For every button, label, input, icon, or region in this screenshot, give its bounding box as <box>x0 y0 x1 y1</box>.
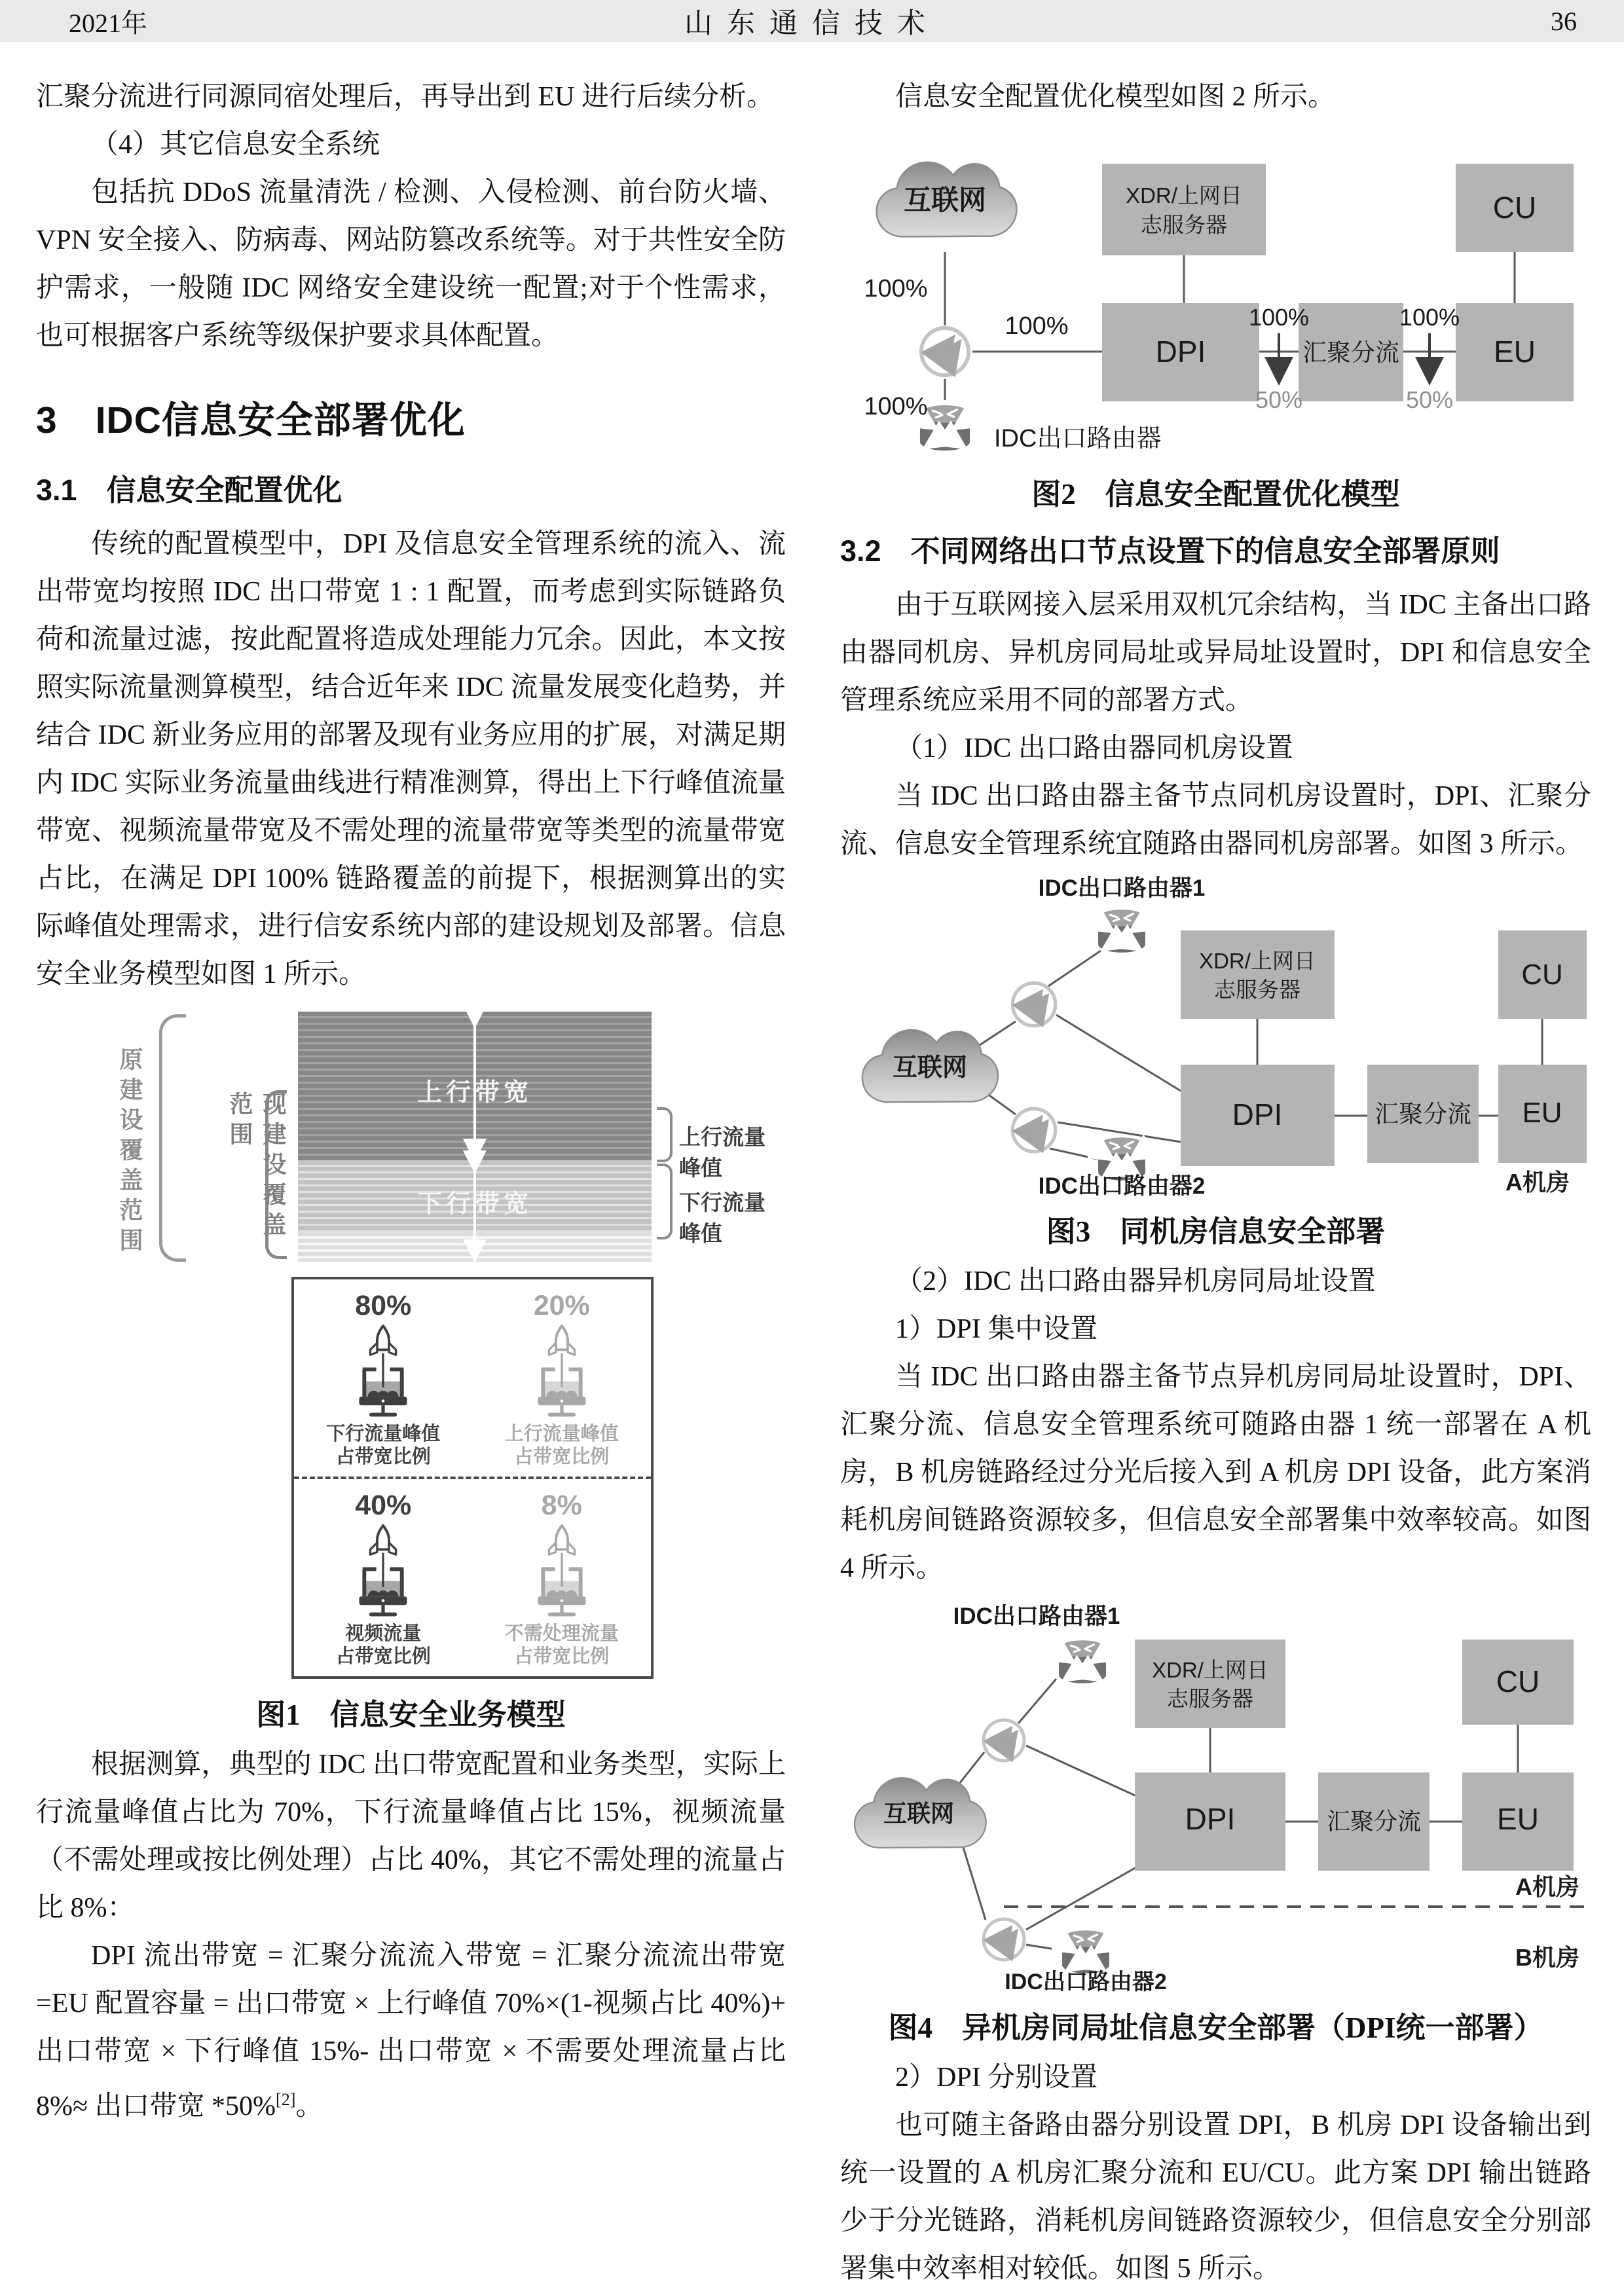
router2-label: IDC出口路由器2 <box>1005 1970 1167 1992</box>
router2-label: IDC出口路由器2 <box>1038 1173 1206 1196</box>
paragraph: 信息安全配置优化模型如图 2 所示。 <box>895 82 1336 112</box>
internet-label: 互联网 <box>892 1054 968 1082</box>
header-year: 2021年 <box>69 8 147 38</box>
splitter-icon <box>1012 983 1055 1025</box>
fig1-quadrant-no-process <box>473 1479 652 1676</box>
page-header <box>0 0 1624 42</box>
eu-label: EU <box>1522 1097 1562 1129</box>
fig1-bandwidth-bars <box>298 1012 652 1262</box>
paragraph: 也可随主备路由器分别设置 DPI，B 机房 DPI 设备输出到统一设置的 A 机房汇聚分流和 EU/CU。此方案 DPI 输出链路少于分光链路，消耗机房间链路资源较少，但信息安全分别部署集中效率相对较低。如图 5 所示。 <box>840 2110 1591 2284</box>
splitter-icon <box>921 328 969 375</box>
cu-label: CU <box>1496 1664 1540 1698</box>
quadrant-label-line1: 上行流量峰值 <box>504 1423 619 1444</box>
fig1-outer-coverage-label: 原建设覆盖范围 <box>117 1047 143 1258</box>
pct100-label: 100% <box>1248 304 1310 331</box>
xdr-label-line2: 志服务器 <box>1141 213 1227 237</box>
internet-label: 互联网 <box>903 185 987 215</box>
journal-title: 山东通信技术 <box>684 8 940 39</box>
splitter-icon <box>984 1919 1024 1960</box>
figure-1-bandwidth-model <box>36 1008 783 1266</box>
percent-value: 8% <box>541 1490 582 1521</box>
xdr-label-line2: 志服务器 <box>1214 978 1301 1002</box>
column-right <box>840 42 1591 2293</box>
paragraph: 传统的配置模型中，DPI 及信息安全管理系统的流入、流出带宽均按照 IDC 出口带宽 1 : 1 配置，而考虑到实际链路负荷和流量过滤，按此配置将造成处理能力冗余。因此，本文按照实际流量测算模型，结合近年来 IDC 流量发展变化趋势，并结合 IDC 新业务应用的部署及现有业务应用的扩展，对满足期内 IDC 实际业务流量曲线进行精准测算，得出上下行峰值流量带宽、视频流量带宽及不需处理的流量带宽等类型的流量带宽占比，在满足 DPI 100% 链路覆盖的前提下，根据测算出的实际峰值处理需求，进行信安系统内部的建设规划及部署。信息安全业务模型如图 1 所示。 <box>36 529 786 989</box>
room-a-label: A机房 <box>1505 1169 1570 1196</box>
paragraph: 1）DPI 集中设置 <box>895 1314 1098 1344</box>
eu-label: EU <box>1497 1802 1539 1836</box>
quadrant-label-line2: 占带宽比例 <box>335 1446 431 1467</box>
fig1-uplink-band-label: 上行带宽 <box>416 1079 532 1107</box>
fig1-downlink-band-label: 下行带宽 <box>416 1190 532 1218</box>
figure-4-caption: 图4 异机房同局址信息安全部署（DPI统一部署） <box>888 2011 1543 2044</box>
formula-paragraph <box>36 1932 786 2131</box>
splitter-icon <box>1012 1109 1055 1151</box>
column-left <box>36 42 786 2131</box>
fig1-inner-bracket <box>265 1090 287 1259</box>
router-icon <box>1098 909 1145 953</box>
percent-value: 80% <box>355 1290 412 1321</box>
dpi-label: DPI <box>1232 1097 1283 1131</box>
cu-label: CU <box>1521 959 1563 991</box>
splitter-icon <box>984 1720 1024 1761</box>
quadrant-label <box>505 1423 619 1469</box>
figure-3-caption: 图3 同机房信息安全部署 <box>1046 1215 1386 1248</box>
quadrant-label-line2: 占带宽比例 <box>514 1446 610 1467</box>
quadrant-label <box>336 1623 431 1668</box>
xdr-label-line1: XDR/上网日 <box>1152 1658 1268 1682</box>
fig1-uplink-peak-label: 上行流量峰值 <box>679 1125 766 1180</box>
rocket-laptop-icon <box>516 1523 608 1621</box>
quadrant-label-line1: 视频流量 <box>345 1623 422 1644</box>
rocket-laptop-icon <box>337 1523 429 1621</box>
figure-2-caption: 图2 信息安全配置优化模型 <box>1031 478 1400 511</box>
router-label: IDC出口路由器 <box>994 425 1162 452</box>
figure-3-same-room-deployment <box>840 875 1587 1196</box>
dpi-label: DPI <box>1155 335 1206 369</box>
converge-label: 汇聚分流 <box>1375 1101 1471 1128</box>
quadrant-label <box>505 1623 619 1668</box>
router-icon <box>1059 1640 1106 1683</box>
rocket-laptop-icon <box>337 1323 429 1422</box>
router1-label: IDC出口路由器1 <box>1038 875 1206 901</box>
quadrant-label <box>326 1423 440 1469</box>
converge-label: 汇聚分流 <box>1326 1808 1422 1835</box>
fig1-quadrant-downlink-peak <box>294 1279 473 1477</box>
paragraph: 汇聚分流进行同源同宿处理后，再导出到 EU 进行后续分析。 <box>36 82 774 112</box>
router-icon <box>1062 1930 1109 1973</box>
quadrant-label-line2: 占带宽比例 <box>335 1646 431 1667</box>
fig1-inner-coverage-label: 现建设覆盖范围 <box>227 1091 287 1242</box>
reference-superscript: [2] <box>276 2090 296 2109</box>
room-b-label: B机房 <box>1515 1944 1579 1971</box>
percent-value: 40% <box>355 1490 412 1521</box>
fig1-row-1 <box>294 1279 651 1477</box>
fig1-downlink-peak-bracket <box>657 1164 673 1239</box>
dpi-label: DPI <box>1185 1802 1236 1836</box>
fig1-uplink-peak-bracket <box>657 1107 673 1162</box>
paragraph: 根据测算，典型的 IDC 出口带宽配置和业务类型，实际上行流量峰值占比为 70%，下行流量峰值占比 15%，视频流量（不需处理或按比例处理）占比 40%，其它不需处理的流量占比 8%： <box>36 1750 786 1923</box>
pct50-label: 50% <box>1405 386 1454 413</box>
room-a-label: A机房 <box>1515 1873 1579 1900</box>
fig1-outer-bracket <box>159 1014 186 1262</box>
fig1-quadrant-uplink-peak <box>473 1279 652 1477</box>
section-heading-3-2: 3.2 不同网络出口节点设置下的信息安全部署原则 <box>840 534 1500 568</box>
page-number: 36 <box>1551 6 1577 36</box>
xdr-label-line1: XDR/上网日 <box>1199 949 1316 973</box>
paragraph: 当 IDC 出口路由器主备节点同机房设置时，DPI、汇聚分流、信息安全管理系统宜随路由器同机房部署。如图 3 所示。 <box>840 781 1591 859</box>
xdr-box <box>1102 164 1266 255</box>
quadrant-label-line2: 占带宽比例 <box>514 1646 610 1667</box>
quadrant-label-line1: 不需处理流量 <box>504 1623 619 1644</box>
pct100-label: 100% <box>864 275 928 303</box>
eu-label: EU <box>1494 335 1536 369</box>
percent-value: 20% <box>533 1290 590 1321</box>
paragraph: 由于互联网接入层采用双机冗余结构，当 IDC 主备出口路由器同机房、异机房同局址或异局址设置时，DPI 和信息安全管理系统应采用不同的部署方式。 <box>840 590 1591 716</box>
pct50-label: 50% <box>1255 386 1303 413</box>
figure-4-cross-room-deployment <box>840 1599 1587 1992</box>
pct100-label: 100% <box>1005 312 1069 340</box>
fig1-downlink-peak-label: 下行流量峰值 <box>679 1190 766 1245</box>
router1-label: IDC出口路由器1 <box>953 1604 1120 1629</box>
formula-text: DPI 流出带宽 = 汇聚分流流入带宽 = 汇聚分流流出带宽 =EU 配置容量 = 出口带宽 × 上行峰值 70%×(1-视频占比 40%)+ 出口带宽 × 下行峰值 15%- 出口带宽 × 不需要处理流量占比 8%≈ 出口带宽 *50% <box>36 1941 786 2121</box>
rocket-laptop-icon <box>516 1323 608 1422</box>
internet-label: 互联网 <box>883 1800 955 1827</box>
formula-period: 。 <box>295 2091 323 2121</box>
paragraph: （2）IDC 出口路由器异机房同局址设置 <box>895 1266 1376 1296</box>
figure-1-ratio-box <box>291 1277 654 1679</box>
figure-2-optimized-config-model <box>840 128 1587 458</box>
paragraph: （1）IDC 出口路由器同机房设置 <box>895 733 1293 763</box>
xdr-box <box>1181 930 1335 1019</box>
converge-label: 汇聚分流 <box>1302 339 1399 366</box>
section-heading-3: 3 IDC信息安全部署优化 <box>36 399 466 441</box>
xdr-label-line2: 志服务器 <box>1167 1687 1253 1711</box>
pct100-label: 100% <box>864 393 928 420</box>
pct100-label: 100% <box>1399 304 1460 331</box>
section-heading-3-1: 3.1 信息安全配置优化 <box>36 473 342 507</box>
paragraph: 当 IDC 出口路由器主备节点异机房同局址设置时，DPI、汇聚分流、信息安全管理系统可随路由器 1 统一部署在 A 机房，B 机房链路经过分光后接入到 A 机房 DPI 设备，此方案消耗机房间链路资源较多，但信息安全部署集中效率较高。如图 4 所示。 <box>840 1362 1591 1583</box>
xdr-box <box>1135 1640 1285 1728</box>
paragraph: 2）DPI 分别设置 <box>895 2063 1098 2093</box>
fig1-row-2 <box>294 1477 651 1676</box>
fig1-arrows <box>298 1012 652 1262</box>
paragraph: 包括抗 DDoS 流量清洗 / 检测、入侵检测、前台防火墙、VPN 安全接入、防病毒、网站防篡改系统等。对于共性安全防护需求，一般随 IDC 网络安全建设统一配置;对于个性需求，也可根据客户系统等级保护要求具体配置。 <box>36 177 786 351</box>
quadrant-label-line1: 下行流量峰值 <box>326 1423 441 1444</box>
cu-label: CU <box>1492 191 1537 225</box>
figure-1-caption: 图1 信息安全业务模型 <box>256 1698 566 1731</box>
xdr-label-line1: XDR/上网日 <box>1126 183 1242 208</box>
fig1-quadrant-video <box>294 1479 473 1676</box>
paragraph: （4）其它信息安全系统 <box>91 130 380 160</box>
